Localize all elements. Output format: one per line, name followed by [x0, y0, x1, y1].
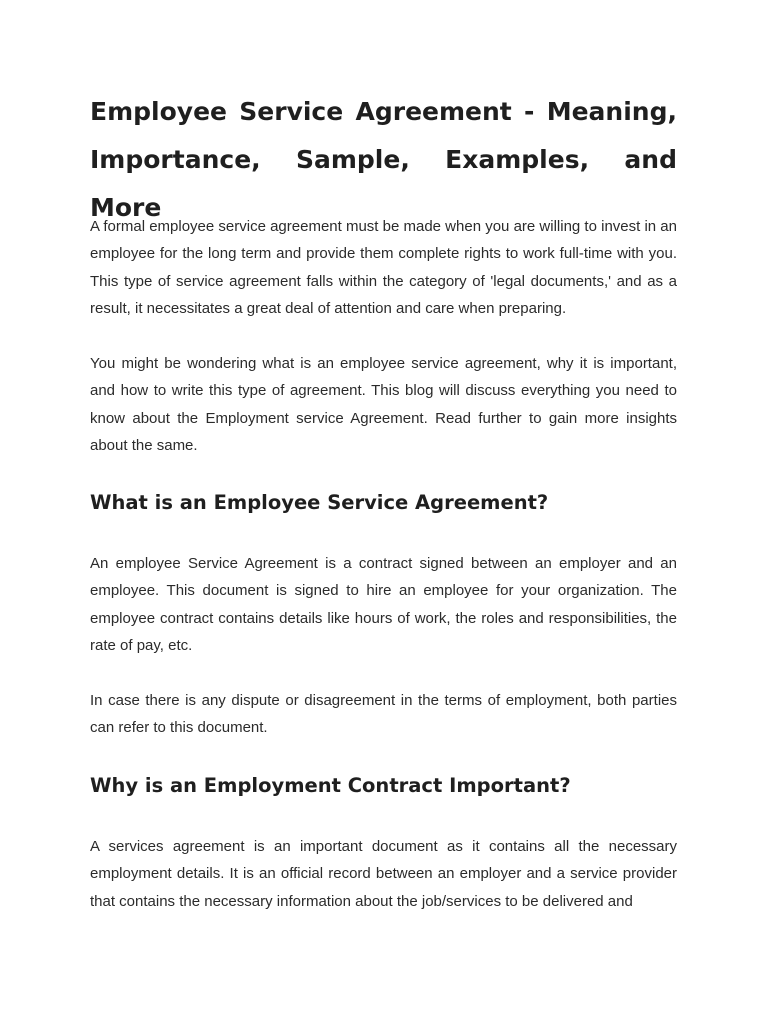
section-2-paragraph-1: A services agreement is an important document as it contains all the necessary employment details. It is an official record between an employer and a service provider that contains the necessary information about the job/services to be delivered and: [90, 838, 677, 910]
section-1-paragraph-1: An employee Service Agreement is a contract signed between an employer and an employee. This document is signed to hire an employee for your organization. The employee contract contains details like hours of work, the roles and responsibilities, the rate of pay, etc.: [90, 555, 677, 654]
intro-paragraph-1: A formal employee service agreement must be made when you are willing to invest in an employee for the long term and provide them complete rights to work full-time with you. This type of service agreement falls within the category of 'legal documents,' and as a result, it necessitates a great deal of attention and care when preparing.: [90, 218, 677, 317]
document-title: Employee Service Agreement - Meaning, Importance, Sample, Examples, and More: [90, 97, 677, 222]
section-heading-why-important: Why is an Employment Contract Important?: [90, 774, 571, 797]
section-1-paragraph-2: In case there is any dispute or disagreement in the terms of employment, both parties can refer to this document.: [90, 692, 677, 737]
section-heading-what-is: What is an Employee Service Agreement?: [90, 491, 549, 514]
intro-paragraph-2: You might be wondering what is an employee service agreement, why it is important, and how to write this type of agreement. This blog will discuss everything you need to know about the Employment service Agreement. Read further to gain more insights about the same.: [90, 355, 677, 454]
